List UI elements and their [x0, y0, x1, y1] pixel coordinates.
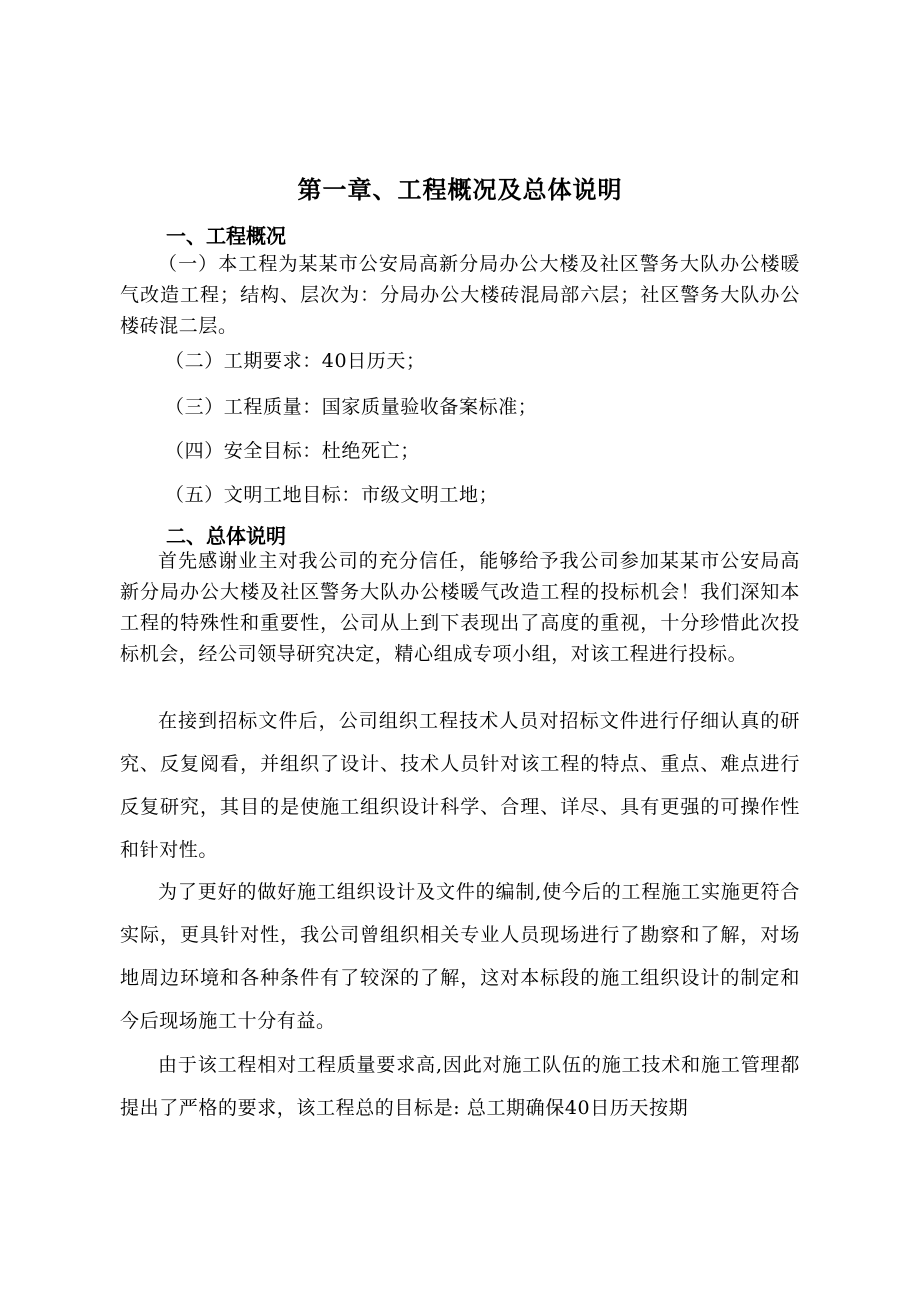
overview-item-quality: （三）工程质量：国家质量验收备案标准；	[165, 396, 538, 418]
chapter-title: 第一章、工程概况及总体说明	[297, 176, 623, 204]
general-paragraph-study: 在接到招标文件后，公司组织工程技术人员对招标文件进行仔细认真的研究、反复阅看，并组织了设计、技术人员针对该工程的特点、重点、难点进行反复研究，其目的是使施工组织设计科学、合理、详尽、具有更强的可操作性和针对性。	[120, 710, 800, 861]
general-paragraph-survey: 为了更好的做好施工组织设计及文件的编制,使今后的工程施工实施更符合实际，更具针对性，我公司曾组织相关专业人员现场进行了勘察和了解，对场地周边环境和各种条件有了较深的了解，这对本标段的施工组织设计的制定和今后现场施工十分有益。	[120, 881, 800, 1032]
overview-intro-paragraph: （一）本工程为某某市公安局高新分局办公大楼及社区警务大队办公楼暖气改造工程；结构、层次为：分局办公大楼砖混局部六层；社区警务大队办公楼砖混二层。	[120, 253, 800, 337]
section-heading-overview: 一、工程概况	[166, 224, 286, 248]
general-paragraph-thanks: 首先感谢业主对我公司的充分信任，能够给予我公司参加某某市公安局高新分局办公大楼及社区警务大队办公楼暖气改造工程的投标机会！我们深知本工程的特殊性和重要性，公司从上到下表现出了高度的重视，十分珍惜此次投标机会，经公司领导研究决定，精心组成专项小组，对该工程进行投标。	[120, 550, 800, 665]
overview-item-safety: （四）安全目标：杜绝死亡；	[165, 440, 420, 462]
section-heading-general: 二、总体说明	[166, 524, 286, 548]
general-paragraph-requirements: 由于该工程相对工程质量要求高,因此对施工队伍的施工技术和施工管理都提出了严格的要求，该工程总的目标是: 总工期确保40日历天按期	[120, 1054, 800, 1119]
overview-item-duration: （二）工期要求：40日历天；	[165, 350, 426, 372]
overview-item-civilized-site: （五）文明工地目标：市级文明工地；	[165, 484, 499, 506]
